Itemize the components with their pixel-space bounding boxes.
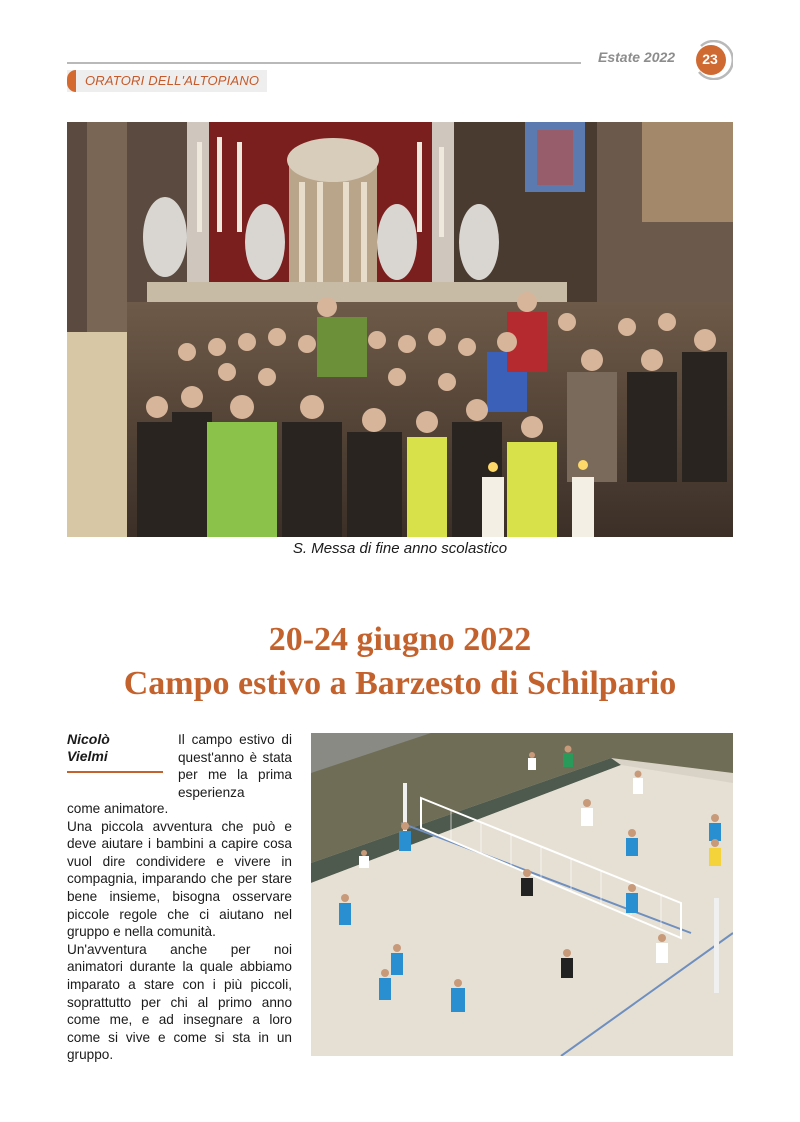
article-title: Campo estivo a Barzesto di Schilpario (123, 665, 677, 702)
article-title-date: 20-24 giugno 2022 (268, 621, 532, 658)
section-tab (67, 70, 267, 92)
author-name (67, 731, 110, 765)
issue-label: Estate 2022 (598, 49, 676, 65)
section-tab-label: ORATORI DELL'ALTOPIANO (85, 73, 260, 88)
section-tab-marker (67, 70, 76, 92)
article-paragraph-1: Una piccola avventura che può e deve aiutare i bambini a capire cosa vuol dire condividere e vivere in compagnia, imparando che per stare bene insieme, bisogna osservare piccole regole che ci aiutano nel gruppo e nella comunità. (67, 818, 292, 940)
article-intro: Il campo estivo di quest'anno è stata per me la prima esperienza (178, 732, 292, 800)
author-last-name: Vielmi (67, 748, 108, 764)
page-number: 23 (702, 51, 718, 67)
photo-beach-volleyball (311, 733, 733, 1056)
article-body (67, 800, 292, 1064)
header-rule (67, 62, 581, 64)
photo-caption: S. Messa di fine anno scolastico (292, 540, 508, 557)
author-first-name: Nicolò (67, 731, 110, 747)
article-intro-end: come animatore. (67, 801, 169, 816)
article-paragraph-2: Un'avventura anche per noi animatori durante la quale abbiamo imparato a stare con i più piccoli, soprattutto per chi al primo anno come me, e ad insegnare a loro come si vive e come si sta in un gruppo. (67, 941, 292, 1063)
author-rule (67, 771, 163, 773)
photo-church-group (67, 122, 733, 537)
